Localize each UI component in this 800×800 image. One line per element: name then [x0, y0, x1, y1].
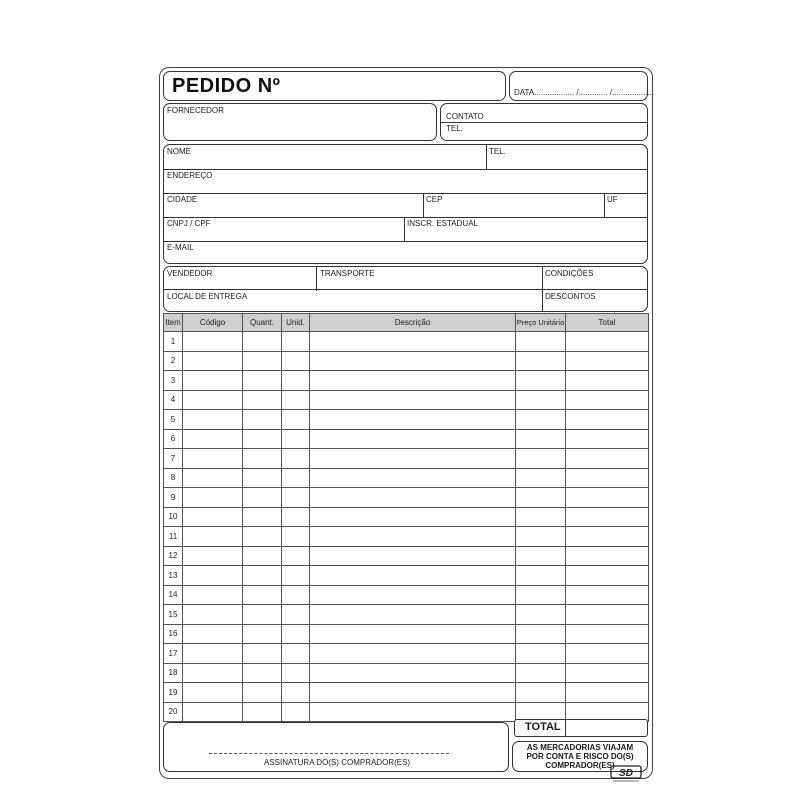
column-header-descricao: Descrição [310, 314, 516, 332]
preco-cell[interactable] [516, 605, 566, 625]
item-number-cell: 7 [164, 449, 183, 469]
table-row [164, 605, 649, 625]
unid-cell[interactable] [282, 624, 310, 644]
descricao-cell[interactable] [310, 585, 516, 605]
contact-box[interactable] [440, 103, 648, 141]
column-header-unid: Unid. [282, 314, 310, 332]
signature-box[interactable] [163, 722, 509, 772]
contact-divider [441, 122, 647, 123]
item-number-cell: 3 [164, 371, 183, 391]
table-row [164, 663, 649, 683]
date-box[interactable] [509, 71, 652, 101]
item-number-cell: 13 [164, 566, 183, 586]
quant-cell[interactable] [243, 507, 282, 527]
unid-cell[interactable] [282, 546, 310, 566]
total-cell[interactable] [566, 468, 649, 488]
codigo-cell[interactable] [183, 410, 243, 430]
unid-cell[interactable] [282, 585, 310, 605]
item-number-cell: 11 [164, 527, 183, 547]
preco-cell[interactable] [516, 683, 566, 703]
table-row [164, 371, 649, 391]
preco-cell[interactable] [516, 663, 566, 683]
descontos-label: DESCONTOS [545, 292, 596, 301]
preco-cell[interactable] [516, 644, 566, 664]
column-header-item: Item [164, 314, 183, 332]
cnpj-inscr-divider [404, 217, 405, 241]
codigo-cell[interactable] [183, 468, 243, 488]
table-row [164, 332, 649, 352]
quant-cell[interactable] [243, 488, 282, 508]
descricao-cell[interactable] [310, 488, 516, 508]
descricao-cell[interactable] [310, 429, 516, 449]
quant-cell[interactable] [243, 663, 282, 683]
codigo-cell[interactable] [183, 605, 243, 625]
codigo-cell[interactable] [183, 624, 243, 644]
quant-cell[interactable] [243, 624, 282, 644]
total-cell[interactable] [566, 488, 649, 508]
uf-label: UF [607, 195, 618, 204]
table-row [164, 488, 649, 508]
note-line-2: POR CONTA E RISCO DO(S) [526, 752, 634, 761]
descricao-cell[interactable] [310, 468, 516, 488]
total-cell[interactable] [566, 371, 649, 391]
customer-box [163, 144, 648, 264]
quant-cell[interactable] [243, 605, 282, 625]
codigo-cell[interactable] [183, 429, 243, 449]
unid-cell[interactable] [282, 332, 310, 352]
descricao-cell[interactable] [310, 527, 516, 547]
codigo-cell[interactable] [183, 683, 243, 703]
vendedor-label: VENDEDOR [167, 269, 213, 278]
quant-cell[interactable] [243, 644, 282, 664]
item-number-cell: 19 [164, 683, 183, 703]
unid-cell[interactable] [282, 644, 310, 664]
signature-label: ASSINATURA DO(S) COMPRADOR(ES) [264, 758, 411, 767]
descricao-cell[interactable] [310, 566, 516, 586]
codigo-cell[interactable] [183, 546, 243, 566]
sd-logo-icon [610, 765, 642, 783]
fornecedor-label: FORNECEDOR [167, 106, 224, 115]
preco-cell[interactable] [516, 390, 566, 410]
row-divider-2 [164, 193, 647, 194]
preco-cell[interactable] [516, 371, 566, 391]
preco-cell[interactable] [516, 429, 566, 449]
codigo-cell[interactable] [183, 644, 243, 664]
item-number-cell: 20 [164, 702, 183, 722]
order-number-box[interactable] [163, 71, 506, 101]
total-cell[interactable] [566, 644, 649, 664]
local-entrega-label: LOCAL DE ENTREGA [167, 292, 248, 301]
cidade-label: CIDADE [167, 195, 198, 204]
quant-cell[interactable] [243, 546, 282, 566]
total-cell[interactable] [566, 566, 649, 586]
item-number-cell: 14 [164, 585, 183, 605]
note-line-3: COMPRADOR(ES) [545, 761, 615, 770]
transporte-label: TRANSPORTE [320, 269, 375, 278]
total-cell[interactable] [566, 663, 649, 683]
item-number-cell: 8 [164, 468, 183, 488]
total-cell[interactable] [566, 683, 649, 703]
total-cell[interactable] [566, 390, 649, 410]
row-divider-4 [164, 241, 647, 242]
note-line-1: AS MERCADORIAS VIAJAM [526, 743, 634, 752]
quant-cell[interactable] [243, 683, 282, 703]
nome-label: NOME [167, 147, 191, 156]
preco-cell[interactable] [516, 468, 566, 488]
descricao-cell[interactable] [310, 507, 516, 527]
item-number-cell: 9 [164, 488, 183, 508]
row-divider-1 [164, 169, 647, 170]
item-number-cell: 4 [164, 390, 183, 410]
total-cell[interactable] [566, 449, 649, 469]
preco-cell[interactable] [516, 449, 566, 469]
items-table [163, 313, 649, 722]
unid-cell[interactable] [282, 507, 310, 527]
delivery-box [163, 266, 648, 312]
descricao-cell[interactable] [310, 546, 516, 566]
preco-cell[interactable] [516, 507, 566, 527]
descricao-cell[interactable] [310, 624, 516, 644]
unid-cell[interactable] [282, 566, 310, 586]
signature-line [209, 753, 449, 754]
descricao-cell[interactable] [310, 332, 516, 352]
unid-cell[interactable] [282, 683, 310, 703]
row-divider-3 [164, 217, 647, 218]
codigo-cell[interactable] [183, 507, 243, 527]
table-row [164, 585, 649, 605]
descricao-cell[interactable] [310, 351, 516, 371]
total-cell[interactable] [566, 429, 649, 449]
item-number-cell: 1 [164, 332, 183, 352]
descricao-cell[interactable] [310, 605, 516, 625]
quant-cell[interactable] [243, 566, 282, 586]
codigo-cell[interactable] [183, 332, 243, 352]
column-header-total: Total [566, 314, 649, 332]
preco-cell[interactable] [516, 566, 566, 586]
item-number-cell: 5 [164, 410, 183, 430]
quant-cell[interactable] [243, 527, 282, 547]
cep-label: CEP [426, 195, 443, 204]
unid-cell[interactable] [282, 488, 310, 508]
table-row [164, 683, 649, 703]
item-number-cell: 15 [164, 605, 183, 625]
descricao-cell[interactable] [310, 683, 516, 703]
table-row [164, 546, 649, 566]
delivery-divider [164, 289, 647, 290]
descricao-cell[interactable] [310, 390, 516, 410]
unid-cell[interactable] [282, 449, 310, 469]
preco-cell[interactable] [516, 410, 566, 430]
table-row [164, 566, 649, 586]
unid-cell[interactable] [282, 468, 310, 488]
codigo-cell[interactable] [183, 702, 243, 722]
table-row [164, 468, 649, 488]
total-cell[interactable] [566, 332, 649, 352]
descricao-cell[interactable] [310, 449, 516, 469]
codigo-cell[interactable] [183, 488, 243, 508]
unid-cell[interactable] [282, 371, 310, 391]
quant-cell[interactable] [243, 390, 282, 410]
total-cell[interactable] [566, 527, 649, 547]
unid-cell[interactable] [282, 605, 310, 625]
item-number-cell: 12 [164, 546, 183, 566]
table-header-row [164, 314, 649, 332]
preco-cell[interactable] [516, 332, 566, 352]
preco-cell[interactable] [516, 546, 566, 566]
customer-tel-label: TEL. [489, 147, 506, 156]
table-row [164, 410, 649, 430]
quant-cell[interactable] [243, 585, 282, 605]
total-cell[interactable] [566, 605, 649, 625]
item-number-cell: 6 [164, 429, 183, 449]
item-number-cell: 2 [164, 351, 183, 371]
unid-cell[interactable] [282, 663, 310, 683]
logo-text: SD [619, 768, 633, 779]
vendedor-transporte-divider [316, 267, 317, 291]
quant-cell[interactable] [243, 449, 282, 469]
item-number-cell: 10 [164, 507, 183, 527]
quant-cell[interactable] [243, 468, 282, 488]
column-header-preco: Preço Unitário [516, 314, 566, 332]
quant-cell[interactable] [243, 351, 282, 371]
endereco-label: ENDEREÇO [167, 171, 213, 180]
codigo-cell[interactable] [183, 585, 243, 605]
table-row [164, 429, 649, 449]
unid-cell[interactable] [282, 351, 310, 371]
descricao-cell[interactable] [310, 410, 516, 430]
quant-cell[interactable] [243, 702, 282, 722]
codigo-cell[interactable] [183, 371, 243, 391]
inscr-label: INSCR. ESTADUAL [407, 219, 478, 228]
table-row [164, 644, 649, 664]
condicoes-label: CONDIÇÕES [545, 269, 594, 278]
descricao-cell[interactable] [310, 644, 516, 664]
unid-cell[interactable] [282, 702, 310, 722]
total-box[interactable] [514, 719, 648, 737]
codigo-cell[interactable] [183, 527, 243, 547]
preco-cell[interactable] [516, 624, 566, 644]
total-cell[interactable] [566, 624, 649, 644]
codigo-cell[interactable] [183, 449, 243, 469]
item-number-cell: 18 [164, 663, 183, 683]
supplier-tel-label: TEL. [446, 124, 463, 133]
preco-cell[interactable] [516, 585, 566, 605]
preco-cell[interactable] [516, 351, 566, 371]
total-divider [565, 720, 566, 736]
total-cell[interactable] [566, 546, 649, 566]
table-row [164, 351, 649, 371]
unid-cell[interactable] [282, 390, 310, 410]
codigo-cell[interactable] [183, 390, 243, 410]
table-row [164, 507, 649, 527]
date-label: DATA.................. /............. /.................. [514, 88, 652, 97]
column-header-quant: Quant. [243, 314, 282, 332]
total-cell[interactable] [566, 351, 649, 371]
codigo-cell[interactable] [183, 351, 243, 371]
total-cell[interactable] [566, 410, 649, 430]
quant-cell[interactable] [243, 371, 282, 391]
item-number-cell: 17 [164, 644, 183, 664]
table-row [164, 449, 649, 469]
descricao-cell[interactable] [310, 663, 516, 683]
table-row [164, 527, 649, 547]
cep-uf-divider [604, 193, 605, 217]
nome-tel-divider [486, 145, 487, 169]
preco-cell[interactable] [516, 488, 566, 508]
email-label: E-MAIL [167, 243, 194, 252]
cnpj-label: CNPJ / CPF [167, 219, 211, 228]
contato-label: CONTATO [446, 112, 484, 121]
quant-cell[interactable] [243, 332, 282, 352]
supplier-box[interactable] [163, 103, 437, 141]
unid-cell[interactable] [282, 527, 310, 547]
unid-cell[interactable] [282, 429, 310, 449]
total-cell[interactable] [566, 507, 649, 527]
codigo-cell[interactable] [183, 566, 243, 586]
column-header-codigo: Código [183, 314, 243, 332]
item-number-cell: 16 [164, 624, 183, 644]
page-title: PEDIDO Nº [172, 75, 281, 97]
quant-cell[interactable] [243, 429, 282, 449]
codigo-cell[interactable] [183, 663, 243, 683]
cidade-cep-divider [423, 193, 424, 217]
descricao-cell[interactable] [310, 702, 516, 722]
total-label: TOTAL [525, 721, 561, 733]
table-row [164, 390, 649, 410]
total-cell[interactable] [566, 585, 649, 605]
table-row [164, 624, 649, 644]
preco-cell[interactable] [516, 527, 566, 547]
quant-cell[interactable] [243, 410, 282, 430]
descricao-cell[interactable] [310, 371, 516, 391]
unid-cell[interactable] [282, 410, 310, 430]
